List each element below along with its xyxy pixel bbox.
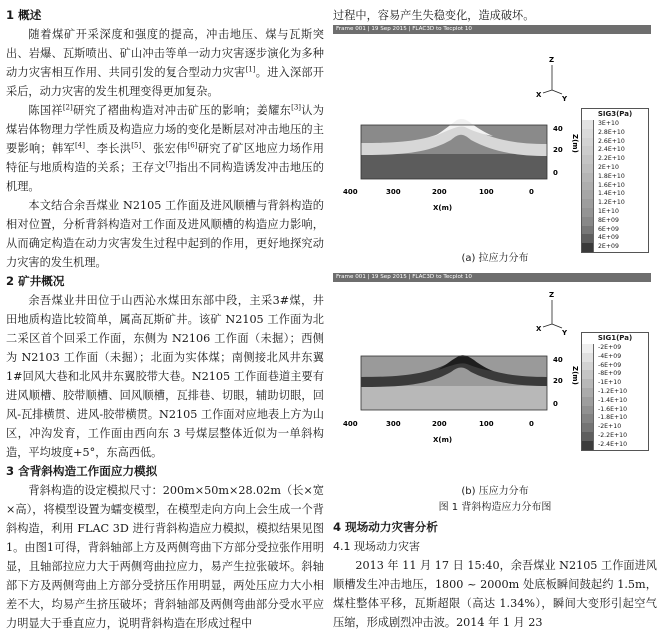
figure-1b-legend-swatch (582, 388, 594, 397)
figure-1a-legend-rows (582, 120, 648, 252)
figure-1b-legend-swatch (582, 414, 594, 423)
figure-1a-axis-z-label: Z(m) (571, 134, 579, 153)
figure-1a-tick-x-100: 100 (479, 188, 494, 196)
figure-1a-tick-x-400: 400 (343, 188, 358, 196)
figure-1a-model (361, 119, 547, 179)
figure-1b-legend-label: -1.8E+10 (598, 414, 628, 422)
section-4-1-paragraph-1: 2013 年 11 月 17 日 15:40，余吾煤业 N2105 工作面进风顺槽发生冲击地压，1800 ~ 2000m 处底板瞬间鼓起约 1.5m，煤柱整体平移，瓦斯超限（高达 1.34%），瞬间大变形引起空气压缩，形成剧烈冲击波。2014 年 1 月 23 (333, 559, 657, 629)
figure-1a-legend-swatch (582, 155, 594, 164)
figure-1b-legend-swatch (582, 441, 594, 450)
figure-1b-legend-entry (582, 388, 648, 397)
figure-1b-legend-label: -1.4E+10 (598, 396, 628, 404)
figure-1a-legend-swatch (582, 243, 594, 252)
svg-text:X: X (536, 91, 542, 99)
figure-1b-legend-swatch (582, 406, 594, 415)
figure-1b-legend-label: -2E+09 (598, 344, 622, 351)
right-column (333, 0, 657, 632)
figure-1b-legend-entry (582, 344, 648, 353)
figure-1a-legend-entry (582, 199, 648, 208)
figure-1b-legend-swatch (582, 379, 594, 388)
figure-1b-legend-label: -2E+10 (598, 423, 622, 431)
figure-1a-tick-z-0: 0 (553, 169, 558, 177)
figure-1a-legend-entry (582, 173, 648, 182)
figure-1a-legend-entry (582, 129, 648, 138)
figure-1b-legend-entry (582, 423, 648, 432)
figure-1b-tick-x-0: 0 (529, 420, 534, 428)
figure-1b-legend-swatch (582, 353, 594, 362)
figure-1b-legend-label: -1E+10 (598, 379, 622, 387)
svg-text:Y: Y (562, 95, 568, 103)
figure-1b-legend-entry (582, 441, 648, 450)
figure-1a-caption: (a) 拉应力分布 (461, 253, 529, 264)
figure-1b-axis-z-label: Z(m) (571, 366, 579, 385)
section-1-paragraph-2: 陈国祥[2]研究了褶曲构造对冲击矿压的影响；姜耀东[3]认为煤岩体物理力学性质及构造应力场的变化是断层对冲击地压的主要影响；韩军[4]、李长洪[5]、张宏伟[6]研究了矿区地应力场作用特征与地质构造的关系；王存文[7]指出不同构造诱发冲击地压的机理。 (6, 103, 324, 193)
figure-1b-legend-label: -8E+09 (598, 370, 622, 378)
figure-1a-legend-entry (582, 146, 648, 155)
figure-1a-legend-swatch (582, 199, 594, 208)
figure-1b-legend-entry (582, 362, 648, 371)
figure-1b-legend-label: -1.2E+10 (598, 387, 628, 395)
svg-text:X: X (536, 325, 542, 333)
figure-1a-legend-entry (582, 226, 648, 235)
figure-1b-tick-z-20: 20 (553, 377, 563, 385)
figure-1b-legend (581, 332, 649, 451)
figure-1b-model (361, 355, 547, 410)
figure-1b-legend-swatch (582, 423, 594, 432)
figure-1b-legend-entry (582, 432, 648, 441)
figure-1-caption: 图 1 背斜构造应力分布图 (438, 502, 552, 513)
figure-1b-legend-label: -6E+09 (598, 361, 622, 369)
figure-1b-legend-entry (582, 353, 648, 362)
figure-1b-tick-z-0: 0 (553, 400, 558, 408)
figure-1b-caption: (b) 压应力分布 (461, 486, 529, 497)
figure-1a-legend-label: 8E+09 (598, 216, 619, 224)
figure-1a-legend-entry (582, 155, 648, 164)
figure-1a-legend-swatch (582, 173, 594, 182)
figure-1a-legend-entry (582, 138, 648, 147)
figure-1a-axis-triad (543, 65, 562, 94)
section-3-heading: 3 含背斜构造工作面应力模拟 (6, 464, 158, 478)
figure-1b-legend-entry (582, 406, 648, 415)
figure-1a-tick-x-0: 0 (529, 188, 534, 196)
svg-text:Z: Z (549, 291, 555, 299)
figure-1b-axis-triad (543, 300, 562, 328)
figure-1a-legend-label: 6E+09 (598, 225, 619, 233)
figure-1b-legend-label: -2.2E+10 (598, 431, 628, 439)
figure-1b-legend-label: -1.6E+10 (598, 405, 628, 413)
figure-1a-legend-entry (582, 208, 648, 217)
figure-1a-legend-entry (582, 190, 648, 199)
figure-1a-legend-label: 2.2E+10 (598, 155, 625, 163)
figure-1a-axis-x-label: X(m) (433, 204, 453, 212)
figure-1a-legend-label: 2.6E+10 (598, 137, 625, 145)
figure-1a-legend-entry (582, 234, 648, 243)
figure-1a-legend-label: 4E+09 (598, 234, 619, 242)
figure-1a-legend-swatch (582, 217, 594, 226)
figure-1a-tick-z-40: 40 (553, 125, 563, 133)
reference-1[interactable]: [1] (245, 65, 256, 74)
figure-1a-legend-swatch (582, 226, 594, 235)
figure-1b-legend-entry (582, 414, 648, 423)
figure-1a-legend-swatch (582, 208, 594, 217)
figure-1b-legend-swatch (582, 432, 594, 441)
section-1-paragraph-1: 随着煤矿开采深度和强度的提高，冲击地压、煤与瓦斯突出、岩爆、瓦斯喷出、矿山冲击等单一动力灾害逐步演化为多种动力灾害相互作用、共同引发的复合型动力灾害[1]。进入深部开采后，动力灾害的发生机理变得更加复杂。 (6, 28, 324, 98)
svg-text:Y: Y (562, 329, 568, 337)
figure-1a-legend-label: 1.8E+10 (598, 172, 625, 180)
figure-1a-legend-swatch (582, 146, 594, 155)
figure-1a-legend-entry (582, 164, 648, 173)
section-4-1-heading: 4.1 现场动力灾害 (333, 540, 420, 553)
figure-1a-legend-entry (582, 182, 648, 191)
figure-1a-legend-entry (582, 217, 648, 226)
figure-1b-legend-swatch (582, 344, 594, 353)
figure-1a-legend (581, 108, 649, 253)
figure-1a-legend-label: 1.4E+10 (598, 190, 625, 198)
figure-1b (333, 273, 651, 481)
figure-1a-tick-z-20: 20 (553, 146, 563, 154)
figure-1a-legend-swatch (582, 129, 594, 138)
figure-1a-legend-entry (582, 120, 648, 129)
figure-1a (333, 25, 651, 251)
figure-1b-toolbar: Frame 001 | 19 Sep 2015 | FLAC3D to Tecplot 10 (333, 273, 651, 282)
figure-1a-legend-swatch (582, 190, 594, 199)
figure-1a-toolbar: Frame 001 | 19 Sep 2015 | FLAC3D to Tecplot 10 (333, 25, 651, 34)
section-1-heading: 1 概述 (6, 8, 42, 22)
section-2-paragraph-1: 余吾煤业井田位于山西沁水煤田东部中段，主采3#煤，井田地质构造比较简单，属高瓦斯矿井。该矿 N2105 工作面为北二采区首个回采工作面，东侧为 N2106 工作面（未掘）；西侧为 N2103 工作面（未掘）；北面为实体煤；南侧接北风井东翼1#回风大巷和北风井东翼胶带大巷。N2105 工作面巷道主要有进风顺槽、胶带顺槽、回风顺槽，瓦排巷、切眼，辅助切眼，回风-瓦排横贯、进风-胶带横贯。N2105 工作面对应地表上方为山区，冲沟发育，工作面由西向东 3 号煤层整体近似为一单斜构造，平均坡度+5°，东高西低。 (6, 294, 324, 459)
figure-1a-legend-label: 2.8E+10 (598, 128, 625, 136)
figure-1b-legend-rows (582, 344, 648, 450)
continued-text: 过程中，容易产生失稳变化，造成破坏。 (333, 9, 535, 22)
figure-1b-tick-x-400: 400 (343, 420, 358, 428)
figure-1a-legend-label: 3E+10 (598, 120, 619, 127)
section-4-heading: 4 现场动力灾害分析 (333, 520, 438, 534)
figure-1b-tick-x-300: 300 (386, 420, 401, 428)
figure-1b-legend-title: SIG1(Pa) (597, 334, 633, 342)
figure-1a-legend-swatch (582, 182, 594, 191)
left-column (6, 0, 324, 633)
figure-1b-legend-swatch (582, 370, 594, 379)
figure-1b-tick-x-100: 100 (479, 420, 494, 428)
figure-1b-legend-entry (582, 397, 648, 406)
section-1-paragraph-3: 本文结合余吾煤业 N2105 工作面及进风顺槽与背斜构造的相对位置，分析背斜构造对工作面及进风顺槽的构造应力影响，从而确定构造在动力灾害发生过程中起到的作用，更好地探究动力灾害的发生机理。 (6, 199, 324, 269)
figure-1a-legend-label: 2E+10 (598, 163, 619, 171)
figure-1a-legend-label: 1.6E+10 (598, 181, 625, 189)
figure-1a-legend-title: SIG3(Pa) (597, 110, 633, 118)
figure-1a-legend-swatch (582, 164, 594, 173)
figure-1a-tick-x-300: 300 (386, 188, 401, 196)
figure-1b-legend-label: -4E+09 (598, 352, 622, 360)
figure-1b-legend-swatch (582, 362, 594, 371)
figure-1a-legend-swatch (582, 138, 594, 147)
figure-1a-legend-label: 2E+09 (598, 243, 619, 251)
svg-text:Z: Z (549, 56, 555, 64)
figure-1a-legend-swatch (582, 120, 594, 129)
figure-1b-tick-x-200: 200 (432, 420, 447, 428)
figure-1a-legend-swatch (582, 234, 594, 243)
figure-1b-legend-entry (582, 379, 648, 388)
figure-1b-legend-swatch (582, 397, 594, 406)
figure-1b-legend-entry (582, 370, 648, 379)
figure-1a-legend-entry (582, 243, 648, 252)
figure-1b-axis-x-label: X(m) (433, 436, 453, 444)
figure-1a-legend-label: 1.2E+10 (598, 199, 625, 207)
figure-1a-legend-label: 1E+10 (598, 207, 619, 215)
section-3-paragraph-1: 背斜构造的设定模拟尺寸：200m×50m×28.02m（长×宽×高），将模型设置为蠕变模型，在模型走向方向上会生成一个背斜构造，利用 FLAC 3D 进行背斜构造应力模拟，模拟结果见图1。由图1可得，背斜轴部上方及两侧弯曲下方部分受拉张作用明显，且轴部拉应力大于两侧弯曲拉应力，易产生拉张破坏。斜轴部下方及两侧弯曲上方部分受挤压作用明显，两处压应力大小相差不大，均易产生挤压破坏；背斜轴部及两侧弯曲部分受水平应力明显大于垂直应力，说明背斜构造在形成过程中 (6, 484, 324, 630)
figure-1a-legend-label: 2.4E+10 (598, 146, 625, 154)
section-2-heading: 2 矿井概况 (6, 274, 65, 288)
figure-1b-legend-label: -2.4E+10 (598, 440, 628, 448)
figure-1b-tick-z-40: 40 (553, 356, 563, 364)
figure-1a-tick-x-200: 200 (432, 188, 447, 196)
